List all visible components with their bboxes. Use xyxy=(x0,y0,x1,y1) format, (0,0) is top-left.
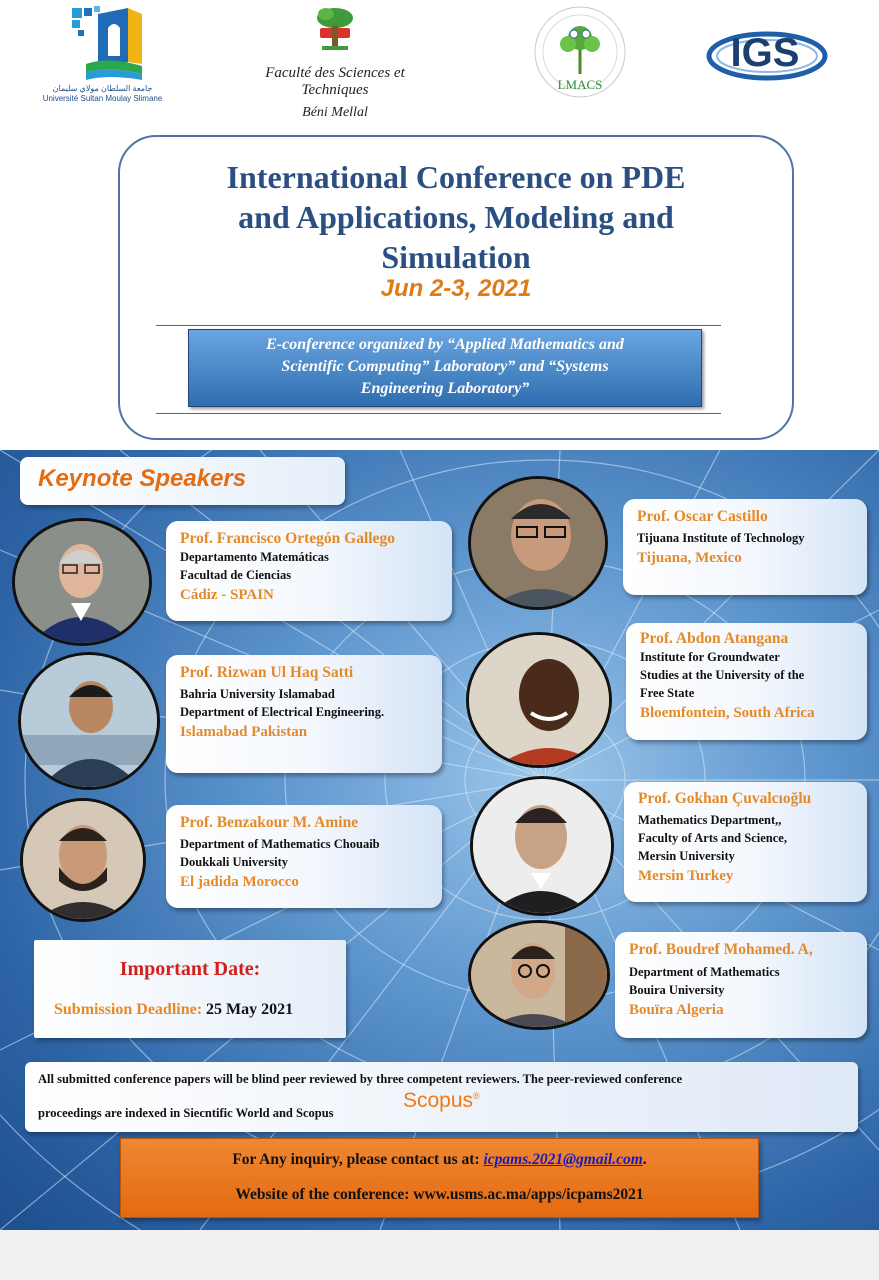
person-icon xyxy=(469,635,609,765)
peer-review-box xyxy=(25,1062,858,1132)
deadline-value: 25 May 2021 xyxy=(206,1001,294,1018)
conference-date: Jun 2-3, 2021 xyxy=(380,275,532,302)
contact-email-link[interactable]: icpams.2021@gmail.com xyxy=(483,1151,643,1168)
keynote-heading-box xyxy=(20,457,345,505)
person-icon xyxy=(15,521,149,643)
scopus-logo xyxy=(403,1089,480,1113)
title-line-3: Simulation xyxy=(381,239,531,275)
deadline-label: Submission Deadline: xyxy=(54,1001,203,1018)
review-text-line-1: All submitted conference papers will be blind peer reviewed by three competent reviewers. The peer-reviewed conference xyxy=(38,1072,683,1086)
speaker-location: Mersin Turkey xyxy=(638,868,734,884)
inquiry-line xyxy=(121,1151,758,1169)
speaker-name: Prof. Oscar Castillo xyxy=(637,508,768,525)
organizer-line-3: Engineering Laboratory” xyxy=(360,380,530,397)
person-icon xyxy=(471,923,607,1027)
speaker-photo-cuvalcioglu xyxy=(470,776,614,916)
lmacs-seal-icon xyxy=(508,4,653,100)
keynote-heading: Keynote Speakers xyxy=(38,465,247,492)
speaker-affiliation: Free State xyxy=(640,686,695,700)
speaker-location: El jadida Morocco xyxy=(180,874,299,890)
speaker-card-boudref xyxy=(615,932,867,1038)
speaker-name: Prof. Abdon Atangana xyxy=(640,630,789,647)
speaker-card-castillo xyxy=(623,499,867,595)
fst-emblem-icon xyxy=(310,4,360,54)
conference-title xyxy=(120,157,792,277)
speaker-affiliation: Institute for Groundwater xyxy=(640,650,780,664)
title-box xyxy=(118,135,794,440)
contact-box xyxy=(120,1138,759,1218)
important-date-box xyxy=(34,940,346,1038)
speaker-affiliation: Department of Mathematics xyxy=(629,965,780,979)
scopus-logo-text: Scopus xyxy=(403,1089,474,1112)
speaker-name: Prof. Benzakour M. Amine xyxy=(180,814,359,831)
person-icon xyxy=(471,479,605,607)
email-trailing-period: . xyxy=(642,1151,647,1168)
speaker-photo-boudref xyxy=(468,920,610,1030)
speaker-affiliation: Facultad de Ciencias xyxy=(180,568,292,582)
speaker-location: Bouïra Algeria xyxy=(629,1002,724,1018)
inquiry-label: For Any inquiry, please contact us at: xyxy=(232,1151,480,1168)
organizer-banner xyxy=(188,329,702,407)
usms-caption-arabic: جامعة السلطان مولاي سليمان xyxy=(52,84,153,93)
speaker-photo-benzakour xyxy=(20,798,146,922)
fst-name: Faculté des Sciences et Techniques xyxy=(265,65,405,98)
organizer-line-1: E-conference organized by “Applied Mathematics and xyxy=(266,336,624,353)
person-icon xyxy=(23,801,143,919)
speaker-photo-castillo xyxy=(468,476,608,610)
review-text-line-2: proceedings are indexed in Siecntific World and Scopus xyxy=(38,1106,334,1120)
divider-top xyxy=(156,325,721,326)
speaker-location: Tijuana, Mexico xyxy=(637,550,742,566)
person-icon xyxy=(473,779,611,913)
header-section xyxy=(0,0,879,450)
title-line-1: International Conference on PDE xyxy=(226,159,686,195)
divider-bottom xyxy=(156,413,721,414)
igs-label: IGS xyxy=(730,31,800,75)
speaker-affiliation: Doukkali University xyxy=(180,855,289,869)
speaker-affiliation: Department of Mathematics Chouaib xyxy=(180,837,380,851)
speaker-name: Prof. Gokhan Çuvalcıoğlu xyxy=(638,790,812,807)
usms-caption-latin: Université Sultan Moulay Slimane xyxy=(42,94,163,103)
lmacs-logo xyxy=(508,4,653,100)
person-icon xyxy=(21,655,157,787)
speaker-affiliation: Bouira University xyxy=(629,983,725,997)
speaker-card-ortegon xyxy=(166,521,452,621)
speaker-affiliation: Tijuana Institute of Technology xyxy=(637,531,805,545)
igs-emblem-icon xyxy=(705,4,830,92)
fst-city: Béni Mellal xyxy=(302,105,368,120)
igs-logo xyxy=(705,4,830,92)
speaker-photo-ortegon xyxy=(12,518,152,646)
speaker-photo-satti xyxy=(18,652,160,790)
title-line-2: and Applications, Modeling and xyxy=(238,199,674,235)
speaker-card-satti xyxy=(166,655,442,773)
speaker-location: Cádiz - SPAIN xyxy=(180,587,274,603)
speaker-affiliation: Bahria University Islamabad xyxy=(180,687,335,701)
website-line: Website of the conference: www.usms.ac.ma/apps/icpams2021 xyxy=(235,1186,644,1203)
organizer-line-2: Scientific Computing” Laboratory” and “Systems xyxy=(281,358,609,375)
speaker-name: Prof. Rizwan Ul Haq Satti xyxy=(180,664,354,681)
submission-deadline xyxy=(54,1001,293,1019)
speaker-affiliation: Studies at the University of the xyxy=(640,668,805,682)
important-date-heading: Important Date: xyxy=(119,958,261,980)
registered-mark: ® xyxy=(473,1091,480,1101)
speaker-affiliation: Department of Electrical Engineering. xyxy=(180,705,385,719)
speaker-card-cuvalcioglu xyxy=(624,782,867,902)
speaker-name: Prof. Francisco Ortegón Gallego xyxy=(180,530,395,547)
bottom-margin xyxy=(0,1230,879,1280)
speaker-affiliation: Mathematics Department,, xyxy=(638,813,782,827)
speaker-affiliation: Mersin University xyxy=(638,849,735,863)
speaker-card-atangana xyxy=(626,623,867,740)
speaker-photo-atangana xyxy=(466,632,612,768)
speaker-affiliation: Faculty of Arts and Science, xyxy=(638,831,787,845)
usms-logo xyxy=(40,4,165,116)
speaker-location: Islamabad Pakistan xyxy=(180,724,308,740)
usms-emblem-icon xyxy=(68,4,146,82)
speaker-card-benzakour xyxy=(166,805,442,908)
speaker-location: Bloemfontein, South Africa xyxy=(640,705,815,721)
speaker-affiliation: Departamento Matemáticas xyxy=(180,550,329,564)
lmacs-label: LMACS xyxy=(557,77,603,92)
speaker-name: Prof. Boudref Mohamed. A, xyxy=(629,941,813,958)
fst-logo xyxy=(240,4,430,120)
usms-caption xyxy=(40,84,165,104)
